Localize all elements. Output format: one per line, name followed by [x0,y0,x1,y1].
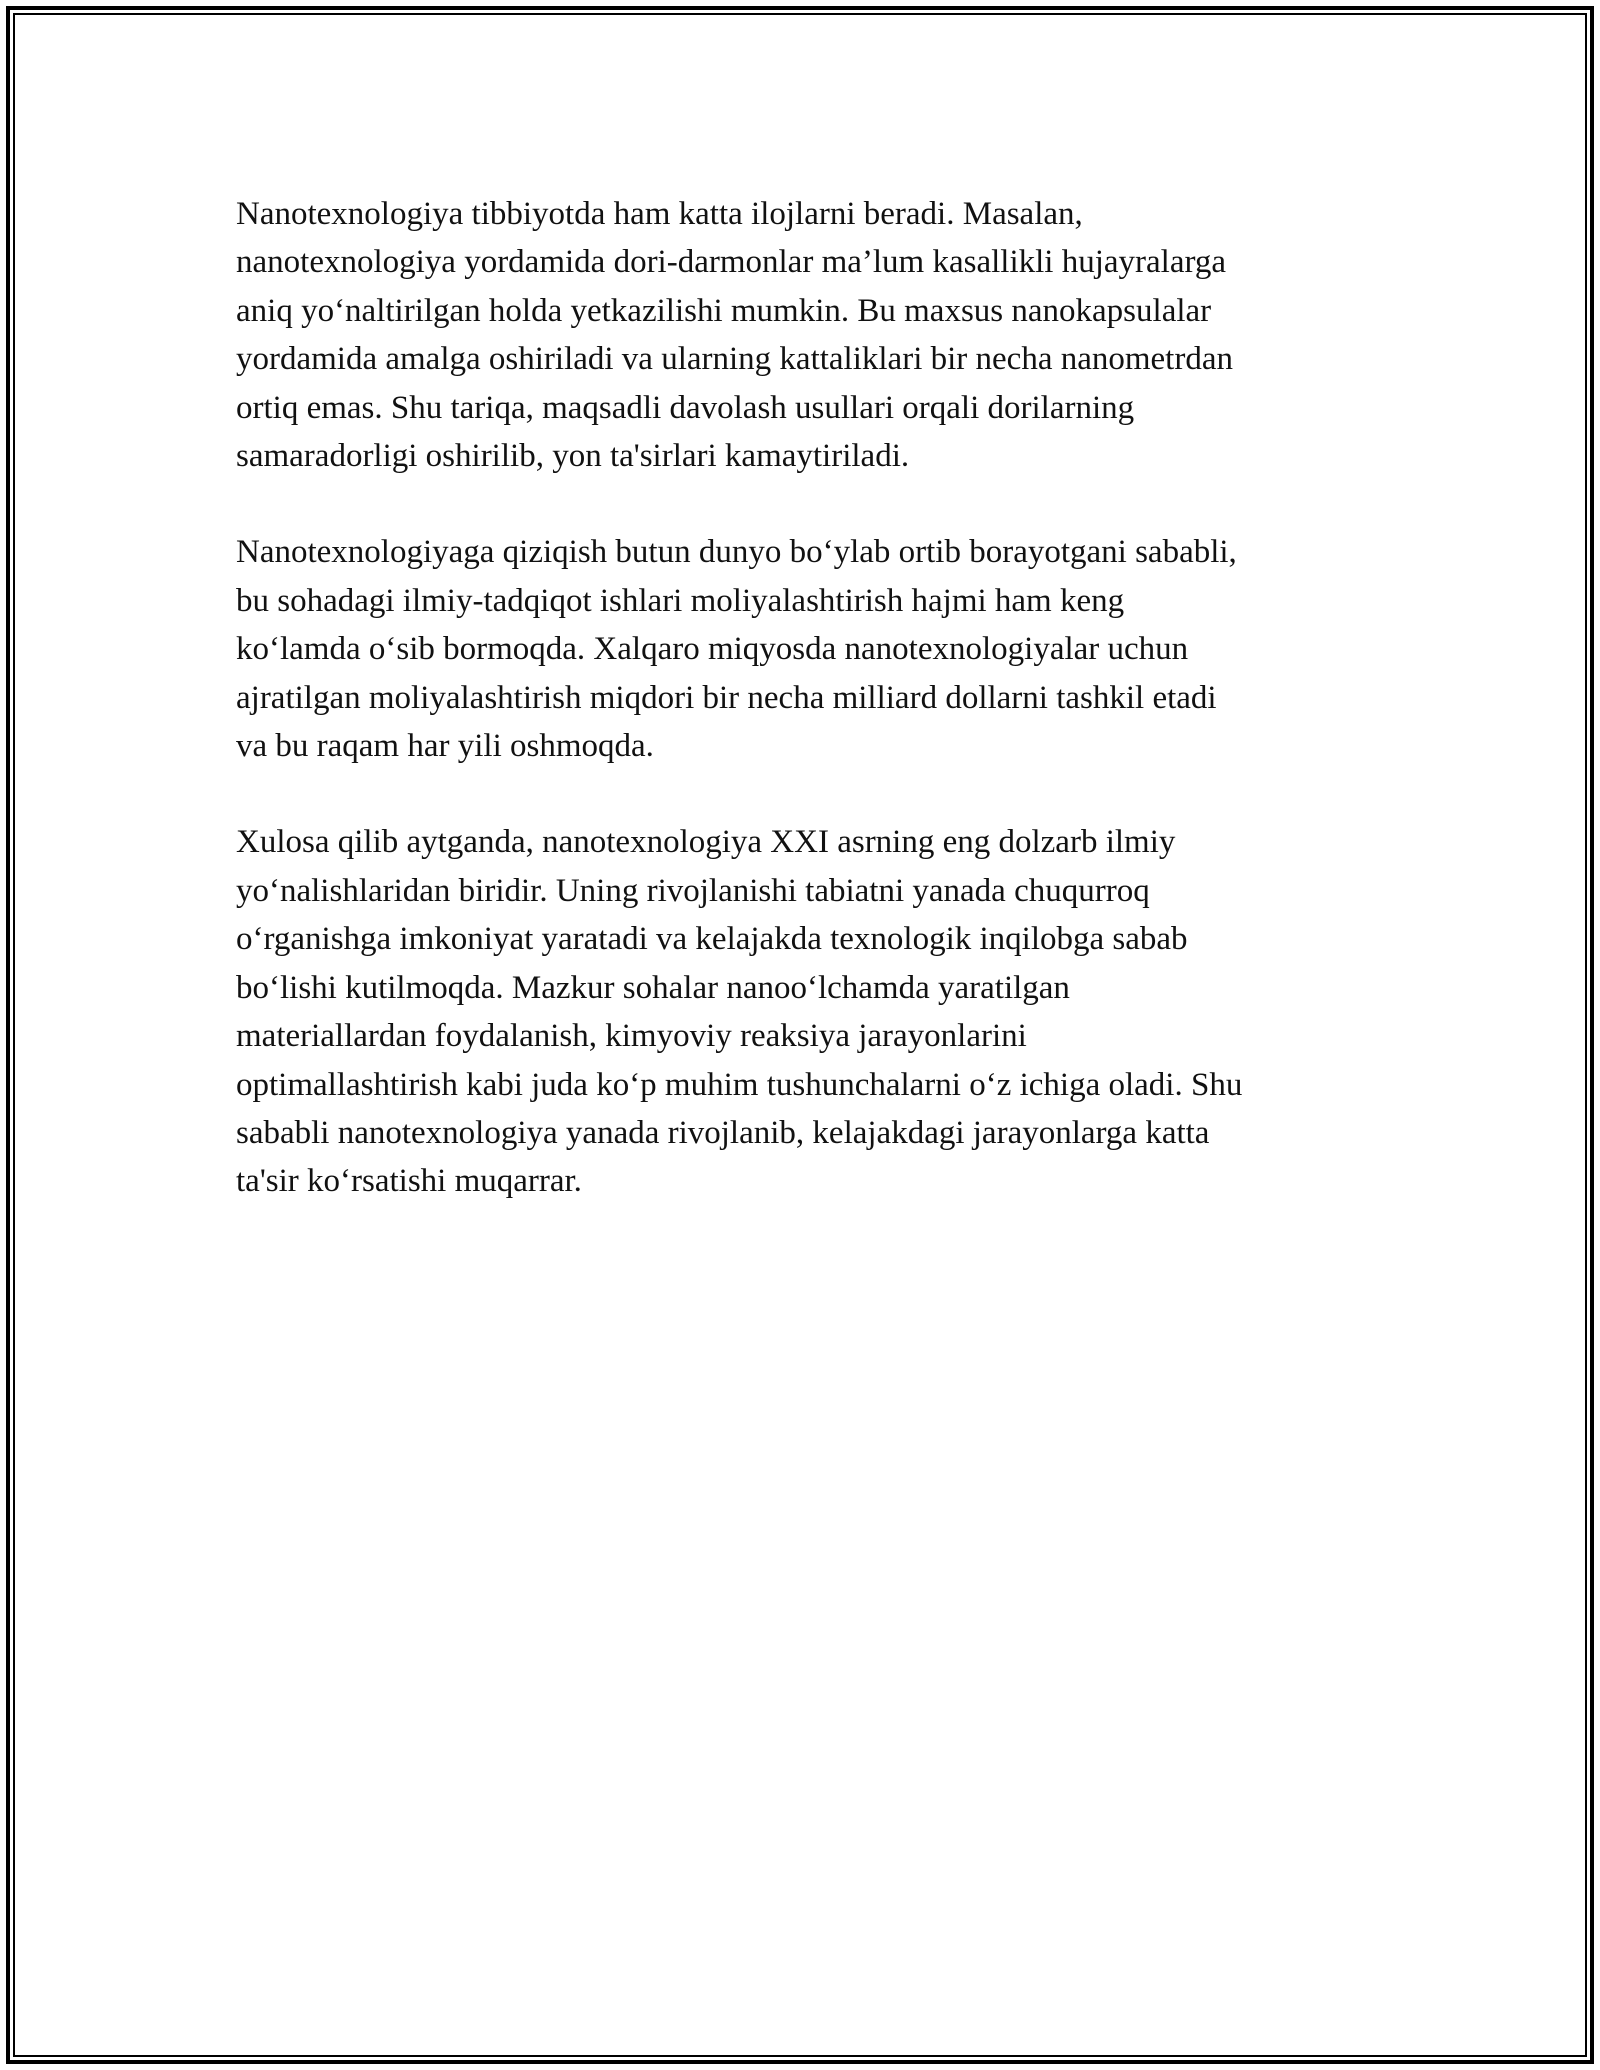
document-body [236,190,1366,1254]
paragraph-conclusion: Xulosa qilib aytganda, nanotexnologiya XXI asrning eng dolzarb ilmiy yo‘nalishlaridan biridir. Uning rivojlanishi tabiatni yanada chuqurroq o‘rganishga imkoniyat yaratadi va kelajakda texnologik inqilobga sabab bo‘lishi kutilmoqda. Mazkur sohalar nanoo‘lchamda yaratilgan materiallardan foydalanish, kimyoviy reaksiya jarayonlarini optimallashtirish kabi juda ko‘p muhim tushunchalarni o‘z ichiga oladi. Shu sababli nanotexnologiya yanada rivojlanib, kelajakdagi jarayonlarga katta ta'sir ko‘rsatishi muqarrar. [236,824,1243,1200]
paragraph-medicine: Nanotexnologiya tibbiyotda ham katta ilojlarni beradi. Masalan, nanotexnologiya yordamida dori-darmonlar ma’lum kasallikli hujayralarga aniq yo‘naltirilgan holda yetkazilishi mumkin. Bu maxsus nanokapsulalar yordamida amalga oshiriladi va ularning kattaliklari bir necha nanometrdan ortiq emas. Shu tariqa, maqsadli davolash usullari orqali dorilarning samaradorligi oshirilib, yon ta'sirlari kamaytiriladi. [236,196,1233,475]
paragraph-funding: Nanotexnologiyaga qiziqish butun dunyo bo‘ylab ortib borayotgani sababli, bu sohadagi ilmiy-tadqiqot ishlari moliyalashtirish hajmi ham keng ko‘lamda o‘sib bormoqda. Xalqaro miqyosda nanotexnologiyalar uchun ajratilgan moliyalashtirish miqdori bir necha milliard dollarni tashkil etadi va bu raqam har yili oshmoqda. [236,534,1237,765]
